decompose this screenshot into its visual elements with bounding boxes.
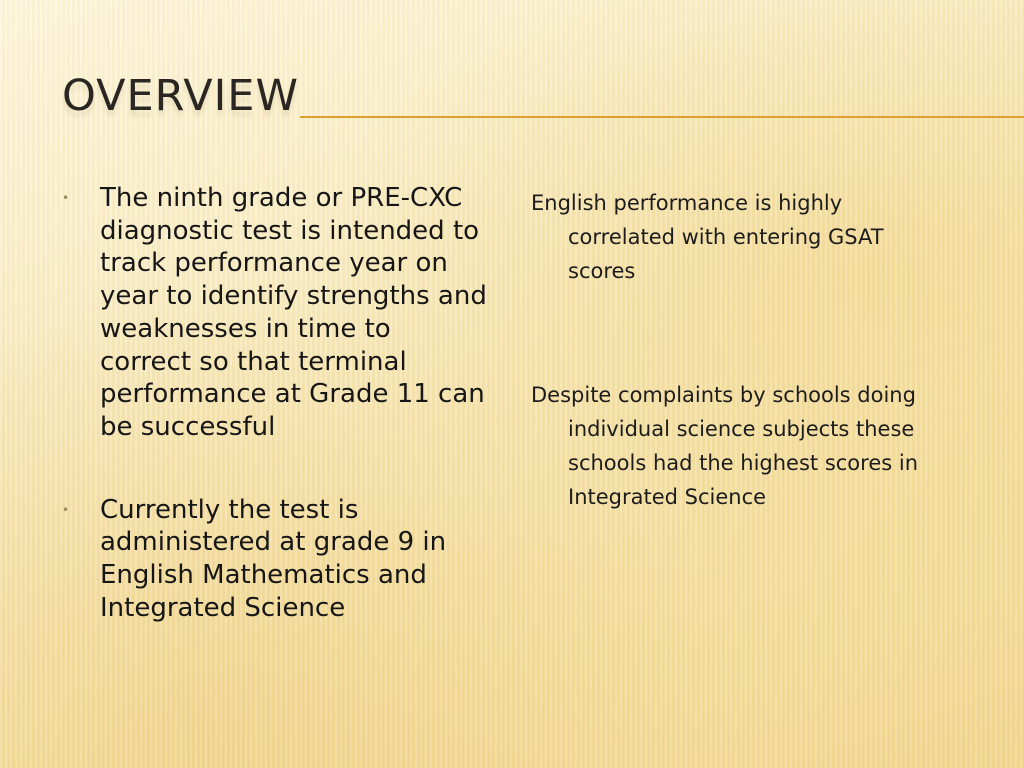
- title-underline: [300, 116, 1024, 118]
- bullet-item: [58, 182, 488, 444]
- right-text-column: [531, 186, 951, 514]
- bullet-text: Currently the test is administered at grade 9 in English Mathematics and Integrated Science: [100, 494, 447, 623]
- slide-title: OVERVIEW: [62, 71, 299, 121]
- bullet-icon: •: [62, 191, 70, 205]
- bullet-icon: •: [62, 502, 70, 517]
- bullet-text: The ninth grade or PRE-CXC diagnostic test is intended to track performance year on year to identify strengths and weaknesses in time to correct so that terminal performance at Grade 11 can be successful: [100, 183, 487, 442]
- paragraph: English performance is highly correlated with entering GSAT scores: [531, 191, 884, 283]
- paragraph: Despite complaints by schools doing individual science subjects these schools had the highest scores in Integrated Science: [531, 383, 919, 509]
- bullet-item: [58, 494, 488, 625]
- left-bullet-list: [58, 182, 488, 624]
